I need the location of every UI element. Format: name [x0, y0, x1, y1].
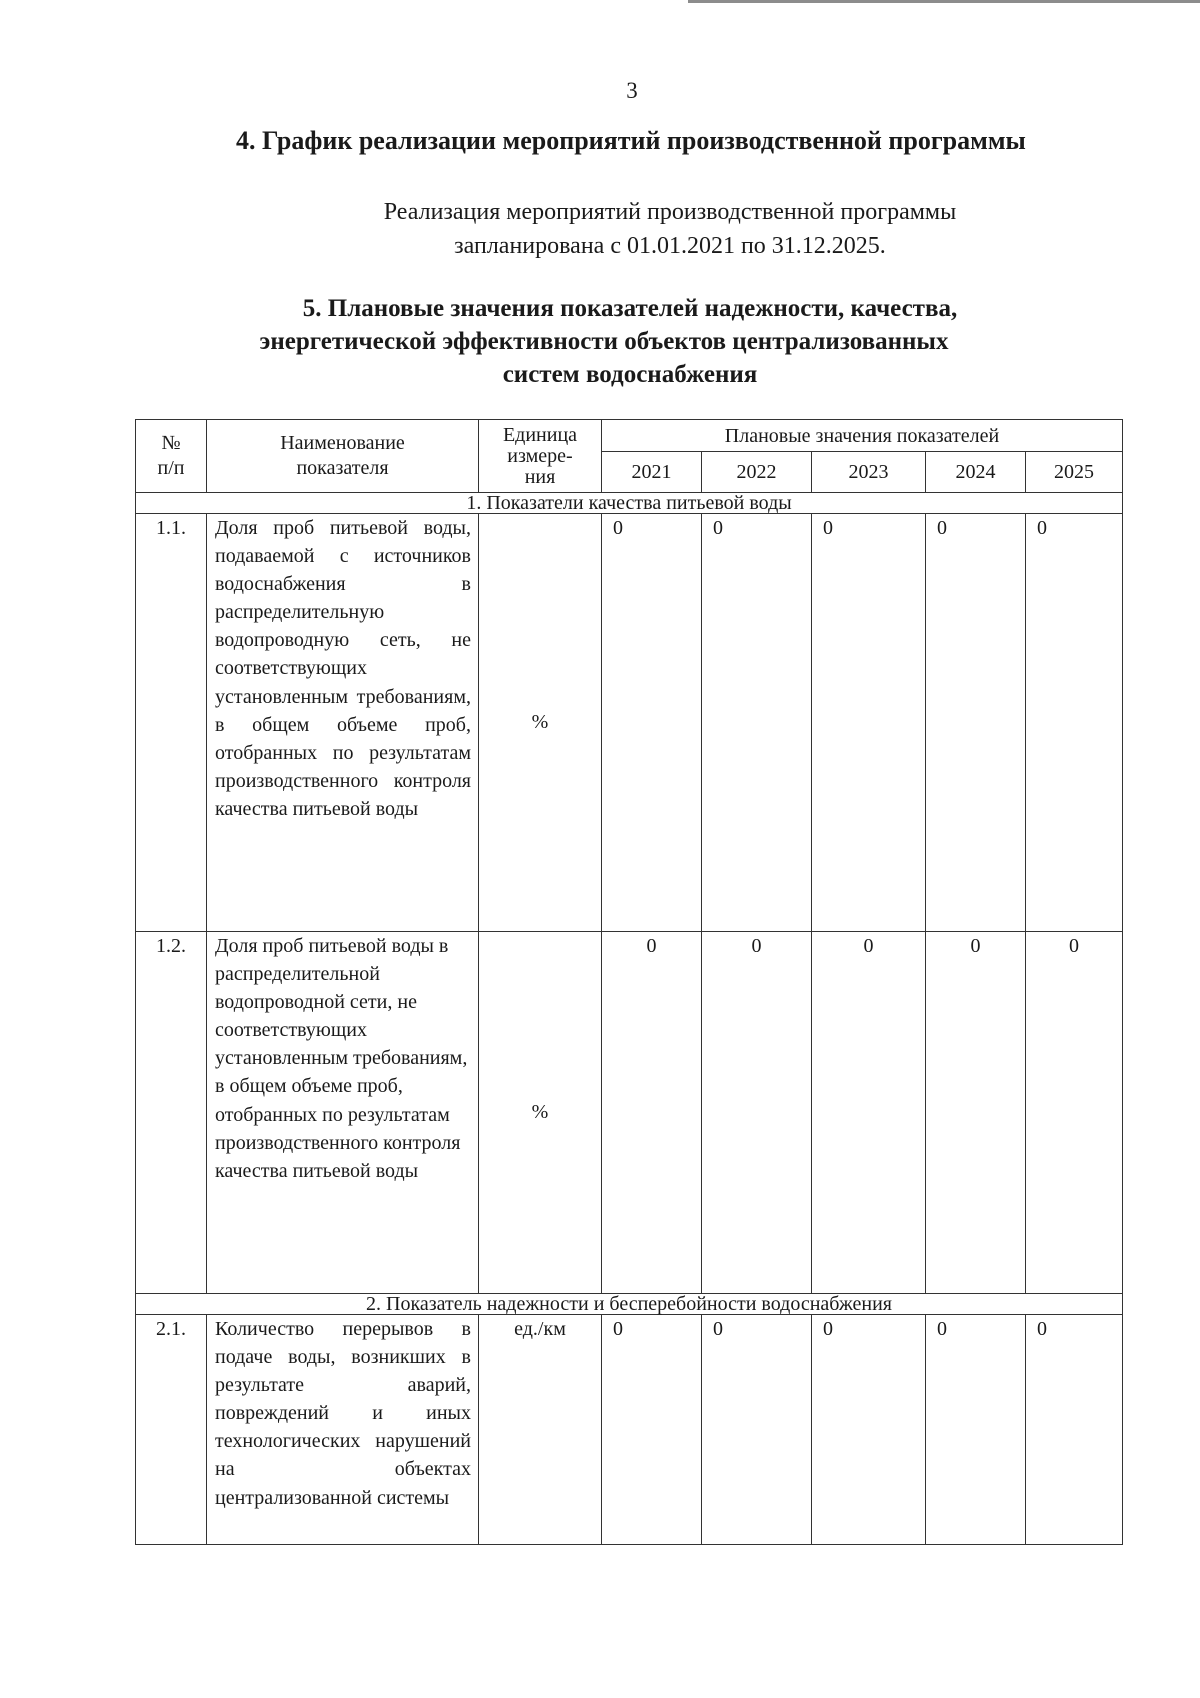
header-year-2022: 2022: [702, 452, 812, 493]
header-number-line-2: п/п: [157, 457, 185, 479]
section-5-heading: [230, 292, 1030, 391]
value-2022: 0: [702, 514, 812, 932]
page-number: 3: [626, 78, 638, 103]
header-plan-values: Плановые значения показателей: [602, 420, 1123, 452]
section-5-heading-line-1: 5. Плановые значения показателей надежности, качества,: [302, 295, 958, 322]
value-2023: 0: [812, 514, 926, 932]
section-4-line-2: запланирована с 01.01.2021 по 31.12.2025.: [454, 233, 886, 259]
indicator-name: Доля проб питьевой воды, подаваемой с источников водоснабжения в распределительную водопроводную сеть, не соответствующих установленным требованиям, в общем объеме проб, отобранных по результатам производственного контроля качества питьевой воды: [207, 514, 479, 932]
value-2025: 0: [1026, 1315, 1123, 1545]
section-4-line-1: Реализация мероприятий производственной программы: [383, 199, 957, 225]
indicator-name: Доля проб питьевой воды в распределительной водопроводной сети, не соответствующих установленным требованиям, в общем объеме проб, отобранных по результатам производственного контроля качества питьевой воды: [207, 932, 479, 1294]
indicator-unit: %: [479, 514, 602, 932]
header-year-2024: 2024: [926, 452, 1026, 493]
indicators-table: [135, 419, 1123, 1545]
section-4-heading: 4. График реализации мероприятий производственной программы: [236, 126, 1026, 155]
value-2021: 0: [602, 932, 702, 1294]
indicator-unit: %: [479, 932, 602, 1294]
value-2025: 0: [1026, 514, 1123, 932]
table-row-1-2: [136, 932, 1123, 1294]
section-5-heading-line-3: систем водоснабжения: [502, 361, 758, 388]
section-row-1: [136, 493, 1123, 514]
value-2024: 0: [926, 1315, 1026, 1545]
value-2023: 0: [812, 932, 926, 1294]
section-row-2: [136, 1294, 1123, 1315]
header-year-2023: 2023: [812, 452, 926, 493]
row-number: 1.2.: [136, 932, 207, 1294]
header-name-line-2: показателя: [296, 457, 389, 479]
value-2024: 0: [926, 514, 1026, 932]
header-name-line-1: Наименование: [280, 432, 405, 454]
value-2023: 0: [812, 1315, 926, 1545]
table-row-2-1: [136, 1315, 1123, 1545]
value-2022: 0: [702, 1315, 812, 1545]
value-2024: 0: [926, 932, 1026, 1294]
value-2021: 0: [602, 514, 702, 932]
header-unit-line-1: Единица: [502, 423, 578, 446]
row-number: 1.1.: [136, 514, 207, 932]
header-number-line-1: №: [161, 432, 181, 454]
value-2025: 0: [1026, 932, 1123, 1294]
table-row-1-1: [136, 514, 1123, 932]
scan-top-edge: [688, 0, 1200, 3]
header-row-1: [136, 420, 1123, 452]
indicator-unit: ед./км: [479, 1315, 602, 1545]
value-2021: 0: [602, 1315, 702, 1545]
header-year-2021: 2021: [602, 452, 702, 493]
section-4-paragraph: [330, 195, 1010, 263]
header-number-cell: [136, 420, 207, 493]
row-number: 2.1.: [136, 1315, 207, 1545]
value-2022: 0: [702, 932, 812, 1294]
header-unit-cell: [479, 420, 602, 493]
indicator-name: Количество перерывов в подаче воды, возникших в результате аварий, повреждений и иных технологических нарушений на объектах централизованной системы: [207, 1315, 479, 1545]
header-name-cell: [207, 420, 479, 493]
section-5-heading-line-2: энергетической эффективности объектов централизованных: [259, 328, 949, 355]
header-unit-line-3: ния: [524, 465, 556, 488]
section-title-1: 1. Показатели качества питьевой воды: [136, 493, 1123, 514]
header-year-2025: 2025: [1026, 452, 1123, 493]
section-title-2: 2. Показатель надежности и бесперебойности водоснабжения: [136, 1294, 1123, 1315]
header-unit-line-2: измере-: [507, 444, 573, 467]
